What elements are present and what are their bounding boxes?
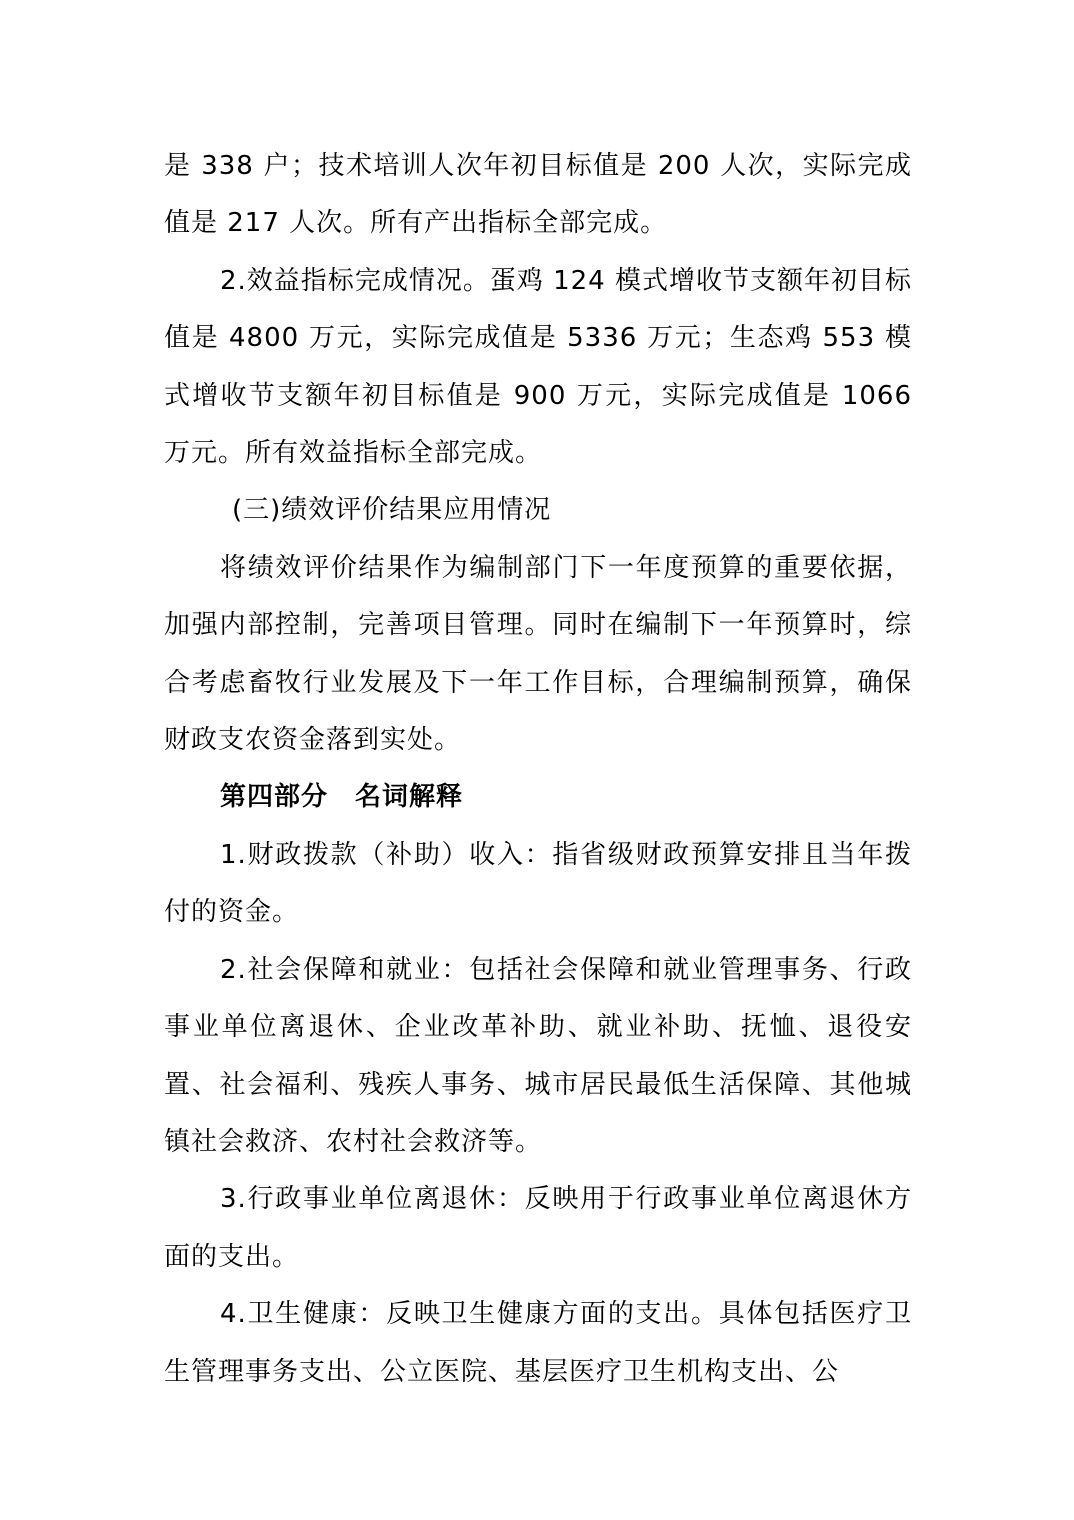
section-heading-part-four: 第四部分 名词解释 [220,782,464,813]
paragraph-term-1: 1.财政拨款（补助）收入：指省级财政预算安排且当年拨付的资金。 [164,839,912,928]
paragraph-output-continuation: 是 338 户；技术培训人次年初目标值是 200 人次，实际完成值是 217 人次。所有产出指标全部完成。 [164,151,912,239]
paragraph-term-2: 2.社会保障和就业：包括社会保障和就业管理事务、行政事业单位离退休、企业改革补助、就业补助、抚恤、退役安置、社会福利、残疾人事务、城市居民最低生活保障、其他城镇社会救济、农村社会救济等。 [164,954,912,1157]
paragraph-term-4: 4.卫生健康：反映卫生健康方面的支出。具体包括医疗卫生管理事务支出、公立医院、基层医疗卫生机构支出、公 [164,1299,912,1387]
paragraph-evaluation-application: 将绩效评价结果作为编制部门下一年度预算的重要依据，加强内部控制，完善项目管理。同时在编制下一年预算时，综合考虑畜牧行业发展及下一年工作目标，合理编制预算，确保财政支农资金落到实处。 [164,552,912,756]
paragraph-benefit-indicators: 2.效益指标完成情况。蛋鸡 124 模式增收节支额年初目标值是 4800 万元，实际完成值是 5336 万元；生态鸡 553 模式增收节支额年初目标值是 900 万元，实际完成值是 1066 万元。所有效益指标全部完成。 [164,265,912,469]
document-page [164,138,912,1401]
paragraph-term-3: 3.行政事业单位离退休：反映用于行政事业单位离退休方面的支出。 [164,1184,912,1272]
subsection-heading-evaluation: (三)绩效评价结果应用情况 [232,495,552,526]
